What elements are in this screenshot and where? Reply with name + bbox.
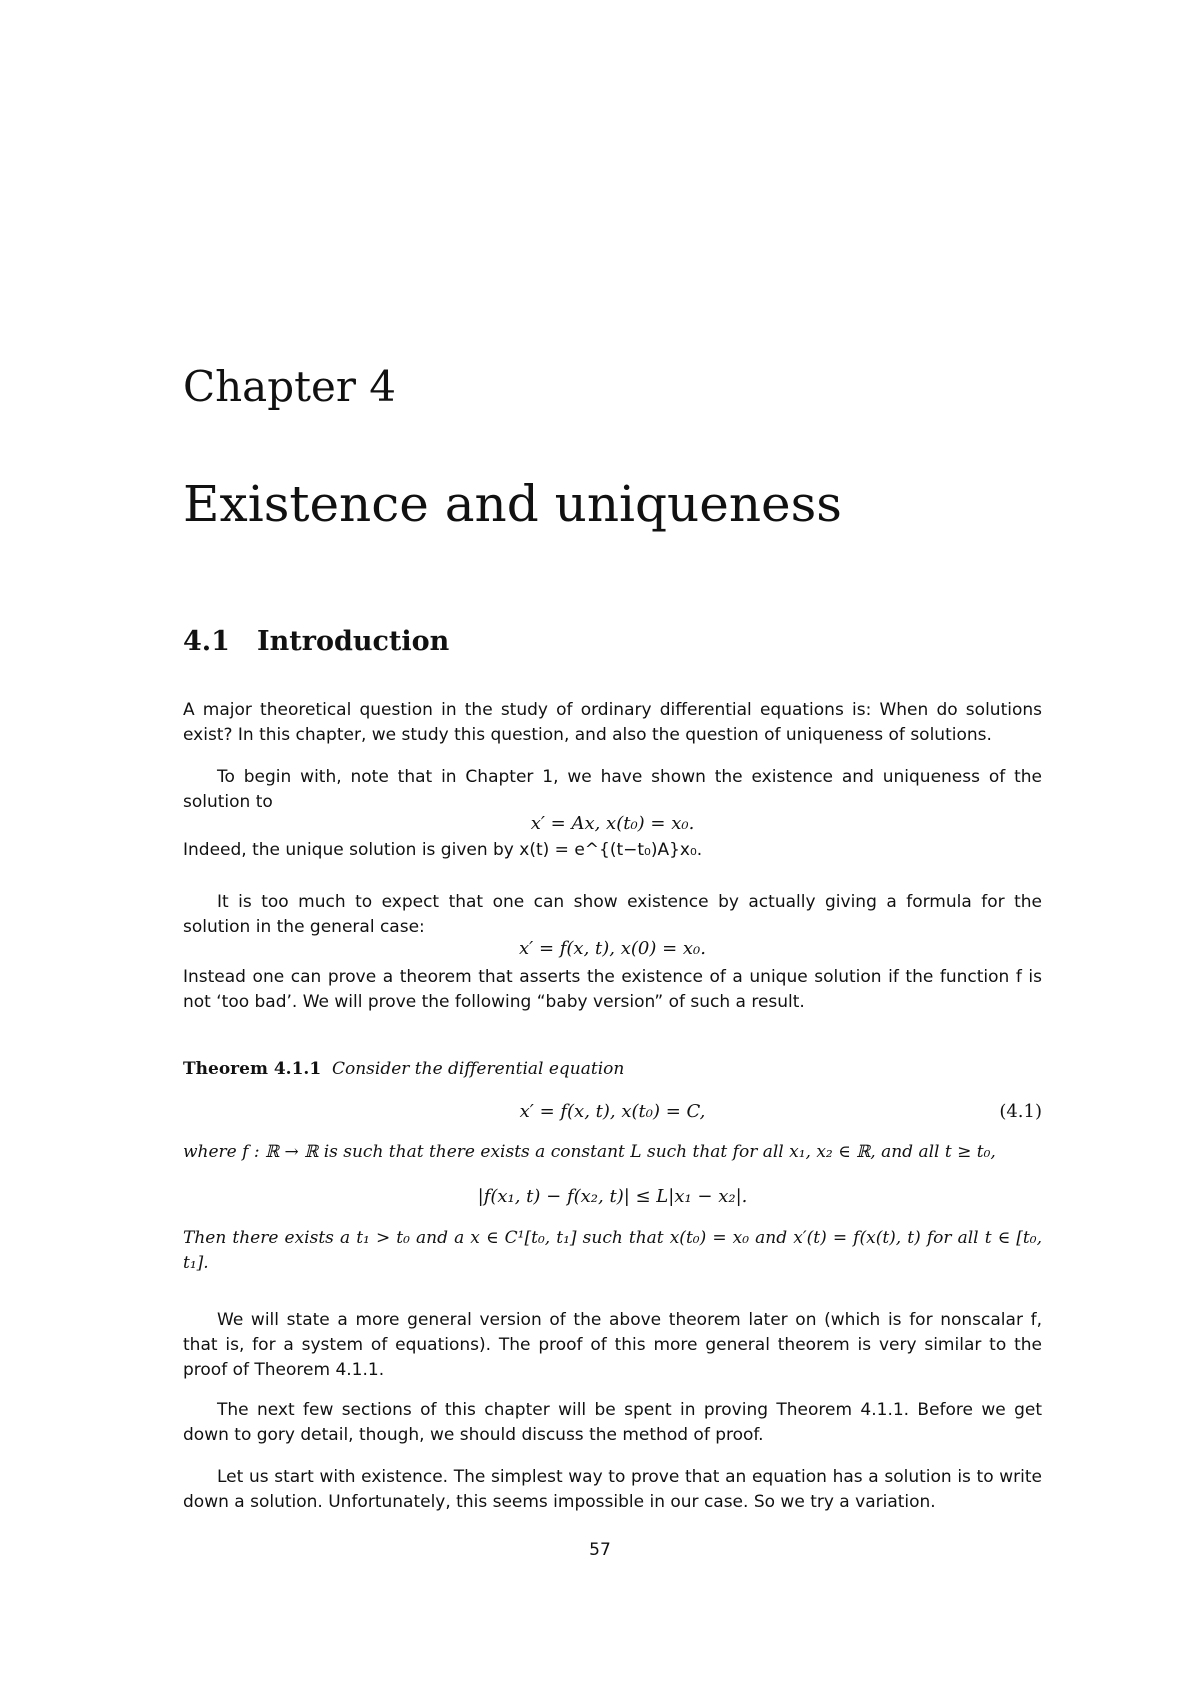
equation-general: x′ = f(x, t), x(0) = x₀.	[518, 938, 706, 959]
paragraph-intro: A major theoretical question in the study of ordinary differential equations is: When do solutions exist? In this chapter, we study this question, and also the question of uniqueness of solutions.	[183, 700, 1042, 745]
page-number: 57	[589, 1540, 611, 1560]
theorem-equation: x′ = f(x, t), x(t₀) = C,	[519, 1101, 706, 1122]
theorem-conclusion: Then there exists a t₁ > t₀ and a x ∈ C¹[t₀, t₁] such that x(t₀) = x₀ and x′(t) = f(x(t), t) for all t ∈ [t₀, t₁].	[183, 1228, 1042, 1273]
paragraph-begin: To begin with, note that in Chapter 1, we have shown the existence and uniqueness of the solution to	[183, 767, 1042, 812]
paragraph-instead: Instead one can prove a theorem that asserts the existence of a unique solution if the function f is not ‘too bad’. We will prove the following “baby version” of such a result.	[183, 967, 1042, 1012]
paragraph-next-sections: The next few sections of this chapter will be spent in proving Theorem 4.1.1. Before we get down to gory detail, though, we should discuss the method of proof.	[183, 1400, 1042, 1445]
chapter-title: Existence and uniqueness	[183, 475, 842, 533]
section-number: 4.1	[183, 626, 230, 657]
lipschitz-inequality: |f(x₁, t) − f(x₂, t)| ≤ L|x₁ − x₂|.	[477, 1186, 748, 1207]
theorem-heading: Theorem 4.1.1	[183, 1059, 322, 1079]
theorem-intro-text: Consider the differential equation	[331, 1059, 625, 1079]
paragraph-solution: Indeed, the unique solution is given by x(t) = e^{(t−t₀)A}x₀.	[183, 840, 703, 860]
chapter-label: Chapter 4	[183, 362, 396, 411]
equation-number: (4.1)	[999, 1101, 1042, 1122]
theorem-intro	[183, 1057, 1042, 1082]
section-title: Introduction	[257, 626, 450, 657]
equation-linear: x′ = Ax, x(t₀) = x₀.	[530, 813, 695, 834]
theorem-condition: where f : ℝ → ℝ is such that there exists a constant L such that for all x₁, x₂ ∈ ℝ, and all t ≥ t₀,	[183, 1142, 996, 1162]
paragraph-existence: Let us start with existence. The simplest way to prove that an equation has a solution is to write down a solution. Unfortunately, this seems impossible in our case. So we try a variation.	[183, 1467, 1042, 1512]
paragraph-general-version: We will state a more general version of the above theorem later on (which is for nonscalar f, that is, for a system of equations). The proof of this more general theorem is very similar to the proof of Theorem 4.1.1.	[183, 1310, 1042, 1380]
paragraph-general: It is too much to expect that one can show existence by actually giving a formula for the solution in the general case:	[183, 892, 1042, 937]
